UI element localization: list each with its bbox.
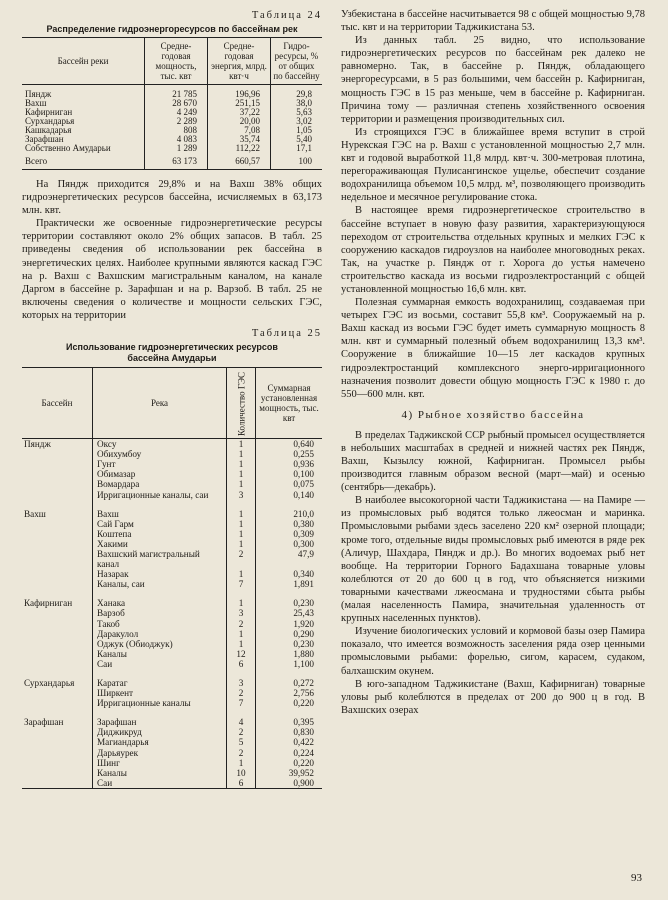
t25-river: Ханака xyxy=(93,589,227,608)
t24-energy: 7,08 xyxy=(208,126,271,135)
t25-capacity: 0,075 xyxy=(256,479,323,489)
table25-row xyxy=(22,748,322,758)
right-paragraph-4: В настоящее время гидроэнергетическое строительство в бассейне вступает в новую фазу развития, характеризующуюся переходом от строительства отдельных крупных и мелких ГЭС к сооружению каскадов гидроузлов на наиболее многоводных реках. Так, на участке р. Пяндж от г. Хорога до устья намечено строительство каскада из восьми гидроэлектростанций с общей установленной мощностью 16,6 млн. квт. xyxy=(341,205,645,295)
table25-row xyxy=(22,778,322,789)
t25-basin: Зарафшан xyxy=(24,717,64,728)
t25-capacity: 0,220 xyxy=(256,698,323,708)
t24-basin: Зарафшан xyxy=(25,134,64,144)
t25-capacity: 0,395 xyxy=(256,708,323,727)
t25-count: 1 xyxy=(227,459,256,469)
t24-percent: 17,1 xyxy=(271,144,323,153)
t24-energy: 37,22 xyxy=(208,108,271,117)
t25-count: 2 xyxy=(227,549,256,569)
right-paragraph-5: Полезная суммарная емкость водохранилищ, создаваемая при четырех ГЭС из восьми, составит 55,8 км³. Сооружаемый на р. Вахш каскад из восьми ГЭС будет иметь суммарную мощность 8 млн. квт и суммарный полезный объем водохранилищ 13,3 км³. Сооружение в ближайшие 10—15 лет каскадов крупных гидроэлектростанций комплексного энерго-ирригационного назначения позволит довести общую мощность ГЭС к 1980 г. до 550—600 млн. квт. xyxy=(341,297,645,400)
left-column xyxy=(22,8,322,789)
t24-total-percent: 100 xyxy=(271,153,323,170)
t25-river: Варзоб xyxy=(93,608,227,618)
t25-count: 3 xyxy=(227,669,256,688)
table24 xyxy=(22,37,322,170)
t24-total-power: 63 173 xyxy=(145,153,208,170)
t25-count: 2 xyxy=(227,619,256,629)
t25-count: 1 xyxy=(227,529,256,539)
table25-title-line1: Использование гидроэнергетических ресурсов xyxy=(66,342,278,353)
t25-count: 1 xyxy=(227,589,256,608)
t25-basin xyxy=(22,449,93,459)
t24-basin: Вахш xyxy=(25,98,47,108)
t24-power: 21 785 xyxy=(145,85,208,100)
table25-row xyxy=(22,669,322,688)
t25-river: Шинг xyxy=(93,758,227,768)
t25-count: 7 xyxy=(227,698,256,708)
t25-capacity: 0,230 xyxy=(256,589,323,608)
t25-basin xyxy=(22,459,93,469)
table24-total-row xyxy=(22,153,322,170)
t25-river: Хакими xyxy=(93,539,227,549)
t25-header-count: Количество ГЭС xyxy=(227,368,256,439)
table25-row xyxy=(22,569,322,579)
t25-basin xyxy=(22,608,93,618)
t24-header-power: Средне-годовая мощность, тыс. квт xyxy=(145,38,208,85)
t25-river: Саи xyxy=(93,778,227,789)
t25-count: 6 xyxy=(227,778,256,789)
t25-river: Дарьяурек xyxy=(93,748,227,758)
t25-count: 1 xyxy=(227,479,256,489)
t25-capacity: 0,220 xyxy=(256,758,323,768)
t25-basin xyxy=(22,639,93,649)
table25-row xyxy=(22,539,322,549)
t25-capacity: 0,936 xyxy=(256,459,323,469)
t24-energy: 35,74 xyxy=(208,135,271,144)
t24-header-percent: Гидро-ресурсы, % от общих по бассейну xyxy=(271,38,323,85)
section-heading-fishery: 4) Рыбное хозяйство бассейна xyxy=(401,408,585,421)
table25-row xyxy=(22,688,322,698)
right-paragraph-1: Узбекистана в бассейне насчитывается 98 с общей мощностью 9,78 тыс. квт и на территории Таджикистана 53. xyxy=(341,9,645,34)
t25-basin xyxy=(22,619,93,629)
t24-energy: 20,00 xyxy=(208,117,271,126)
t25-river: Каналы xyxy=(93,649,227,659)
t25-capacity: 0,830 xyxy=(256,727,323,737)
t25-basin xyxy=(22,688,93,698)
t24-basin: Кашкадарья xyxy=(25,125,72,135)
table25-row xyxy=(22,727,322,737)
table25-row xyxy=(22,500,322,519)
t25-basin xyxy=(22,778,93,789)
t25-count: 1 xyxy=(227,758,256,768)
t25-basin: Вахш xyxy=(24,508,46,519)
t25-capacity: 47,9 xyxy=(256,549,323,569)
right-paragraph-7: В наиболее высокогорной части Таджикистана — на Памире — из промысловых рыб водятся только лжеосман и маринка. Промысловыми рыбами здесь заселено 220 км² озерной площади; кроме того, отдельные виды промысловых рыб имеются в ряде рек (Аличур, Шахдара, Пяндж и др.). Во многих водоемах рыб нет вообще. На территории Горного Бадахшана товарные уловы колеблются от 20 до 600 ц в год, что объясняется низкими товарными качествами лжеосмана и трудностями сбыта рыбы (малая населенность Памира, значительная удаленность от крупных населенных пунктов). xyxy=(341,495,645,625)
t25-capacity: 210,0 xyxy=(256,500,323,519)
t25-river: Назарак xyxy=(93,569,227,579)
t25-capacity: 0,272 xyxy=(256,669,323,688)
t25-capacity: 2,756 xyxy=(256,688,323,698)
t25-river: Саи xyxy=(93,659,227,669)
t25-count: 1 xyxy=(227,519,256,529)
table25-row xyxy=(22,619,322,629)
t25-river: Каналы, саи xyxy=(93,579,227,589)
right-column xyxy=(341,8,645,717)
right-paragraph-8: Изучение биологических условий и кормовой базы озер Памира показало, что имеется возможность заселения ряда озер ценными промысловыми рыбами: форелью, сигом, карасем, судаком, балхашским окунем. xyxy=(341,626,645,677)
t25-capacity: 0,255 xyxy=(256,449,323,459)
t25-count: 10 xyxy=(227,768,256,778)
table25-row xyxy=(22,708,322,727)
t25-river: Магиандарья xyxy=(93,737,227,747)
t25-count: 2 xyxy=(227,688,256,698)
t25-count: 4 xyxy=(227,708,256,727)
t25-river: Обихумбоу xyxy=(93,449,227,459)
t25-basin xyxy=(22,469,93,479)
t25-basin xyxy=(22,727,93,737)
t25-river: Даракулол xyxy=(93,629,227,639)
t25-capacity: 0,640 xyxy=(256,439,323,450)
table25-caption: Таблица 25 xyxy=(251,328,322,340)
t25-header-basin: Бассейн xyxy=(22,368,93,439)
t25-basin: Сурхандарья xyxy=(24,678,75,688)
table25-title xyxy=(22,342,322,364)
t24-power: 4 083 xyxy=(145,135,208,144)
table24-row xyxy=(22,85,322,100)
t25-capacity: 0,140 xyxy=(256,490,323,500)
t25-river: Такоб xyxy=(93,619,227,629)
t25-capacity: 0,100 xyxy=(256,469,323,479)
table25-row xyxy=(22,529,322,539)
t25-count: 12 xyxy=(227,649,256,659)
left-paragraph-2: Практически же освоенные гидроэнергетические ресурсы территории составляют около 2% общих запасов. В табл. 25 приведены сведения об использовании рек бассейна в энергетических целях. Наиболее крупными являются каскад ГЭС на р. Вахш с Вахшским магистральным каналом, на канале Даргом в бассейне р. Зарафшан и на р. Варзоб. В табл. 25 не включены сведения о количестве и мощности сельских ГЭС, которых на территории xyxy=(22,218,322,321)
right-paragraph-9: В юго-западном Таджикистане (Вахш, Кафирниган) товарные уловы рыб колеблются в пределах от 200 до 900 ц в год. В Вахшских озерах xyxy=(341,678,645,716)
t25-basin xyxy=(22,479,93,489)
t25-capacity: 0,422 xyxy=(256,737,323,747)
t25-capacity: 25,43 xyxy=(256,608,323,618)
t24-header-energy: Средне-годовая энергия, млрд. квт·ч xyxy=(208,38,271,85)
t25-capacity: 0,309 xyxy=(256,529,323,539)
t25-river: Каналы xyxy=(93,768,227,778)
table25-row xyxy=(22,519,322,529)
t25-basin xyxy=(22,748,93,758)
t25-river: Оксу xyxy=(93,439,227,450)
t25-capacity: 1,100 xyxy=(256,659,323,669)
t25-capacity: 39,952 xyxy=(256,768,323,778)
table25-row xyxy=(22,608,322,618)
t24-percent: 1,05 xyxy=(271,126,323,135)
table25-row xyxy=(22,758,322,768)
t25-basin xyxy=(22,539,93,549)
t25-capacity: 0,290 xyxy=(256,629,323,639)
t25-capacity: 1,920 xyxy=(256,619,323,629)
table25-row xyxy=(22,449,322,459)
table24-row xyxy=(22,144,322,153)
t25-count: 1 xyxy=(227,569,256,579)
t25-basin xyxy=(22,768,93,778)
table25-row xyxy=(22,549,322,569)
table25-row xyxy=(22,768,322,778)
t25-river: Вомардара xyxy=(93,479,227,489)
t25-header-capacity: Суммарная установленная мощность, тыс. квт xyxy=(256,368,323,439)
t24-power: 4 249 xyxy=(145,108,208,117)
t25-river: Сай Гарм xyxy=(93,519,227,529)
t25-capacity: 0,380 xyxy=(256,519,323,529)
t25-count: 1 xyxy=(227,639,256,649)
t25-capacity: 1,891 xyxy=(256,579,323,589)
t25-basin xyxy=(22,549,93,569)
t24-power: 2 289 xyxy=(145,117,208,126)
table24-row xyxy=(22,126,322,135)
t24-total-label: Всего xyxy=(25,156,48,166)
t25-basin xyxy=(22,519,93,529)
t25-river: Обимазар xyxy=(93,469,227,479)
t25-basin xyxy=(22,579,93,589)
table25-row xyxy=(22,698,322,708)
t25-basin xyxy=(22,569,93,579)
t24-total-energy: 660,57 xyxy=(208,153,271,170)
right-paragraph-6: В пределах Таджикской ССР рыбный промысел осуществляется в небольших масштабах в средней и нижней частях рек Пяндж, Вахш, Кызылсу южной, Кафирниган. Промысел рыбы производится главным образом весной (март—май) и осенью (сентябрь—декабрь). xyxy=(341,429,645,494)
table24-title: Распределение гидроэнергоресурсов по бассейнам рек xyxy=(46,24,298,34)
t25-count: 1 xyxy=(227,439,256,450)
t25-capacity: 0,230 xyxy=(256,639,323,649)
t25-count: 2 xyxy=(227,748,256,758)
t25-river: Ирригационные каналы, саи xyxy=(93,490,227,500)
t25-capacity: 0,300 xyxy=(256,539,323,549)
t24-basin: Пяндж xyxy=(25,89,52,99)
table25-row xyxy=(22,439,322,450)
table24-caption: Таблица 24 xyxy=(251,10,322,21)
table25-row xyxy=(22,649,322,659)
t24-power: 28 670 xyxy=(145,99,208,108)
t24-percent: 3,02 xyxy=(271,117,323,126)
table25-row xyxy=(22,469,322,479)
t25-capacity: 1,880 xyxy=(256,649,323,659)
t25-river: Диджикруд xyxy=(93,727,227,737)
table25-row xyxy=(22,479,322,489)
t24-basin: Кафирниган xyxy=(25,107,73,117)
t25-basin xyxy=(22,629,93,639)
table25 xyxy=(22,367,322,789)
t25-count: 3 xyxy=(227,608,256,618)
page-number: 93 xyxy=(631,872,642,884)
t25-basin xyxy=(22,649,93,659)
t25-river: Вахш xyxy=(93,500,227,519)
t25-river: Оджук (Обиоджук) xyxy=(93,639,227,649)
table25-row xyxy=(22,579,322,589)
t25-river: Вахшский магистральный канал xyxy=(93,549,227,569)
t25-river: Зарафшан xyxy=(93,708,227,727)
t25-basin xyxy=(22,490,93,500)
t25-capacity: 0,224 xyxy=(256,748,323,758)
t24-percent: 29,8 xyxy=(271,85,323,100)
t25-count: 1 xyxy=(227,629,256,639)
table25-row xyxy=(22,629,322,639)
t25-river: Каратаг xyxy=(93,669,227,688)
t25-count: 1 xyxy=(227,500,256,519)
table25-row xyxy=(22,737,322,747)
t25-count: 1 xyxy=(227,449,256,459)
table25-title-line2: бассейна Амударьи xyxy=(127,353,217,364)
right-paragraph-3: Из строящихся ГЭС в ближайшее время вступит в строй Нурекская ГЭС на р. Вахш с установленной мощностью 2,7 млн. квт и годовой выработкой 11,8 млрд. квт·ч. 300-метровая плотина, перегораживающая Пулисангинское ущелье, обеспечит создание водохранилища объемом 10,5 млрд. м³, позволяющего производить недельное и месячное регулирование стока. xyxy=(341,126,645,204)
table25-row xyxy=(22,659,322,669)
t25-basin xyxy=(22,737,93,747)
t25-river: Гунт xyxy=(93,459,227,469)
t25-capacity: 0,340 xyxy=(256,569,323,579)
t24-basin: Собственно Амударьи xyxy=(25,143,111,153)
t24-header-basin: Бассейн реки xyxy=(22,38,145,85)
t25-count: 3 xyxy=(227,490,256,500)
t25-count: 1 xyxy=(227,539,256,549)
t24-energy: 251,15 xyxy=(208,99,271,108)
t25-count: 7 xyxy=(227,579,256,589)
left-paragraph-1: На Пяндж приходится 29,8% и на Вахш 38% общих гидроэнергетических ресурсов бассейна, исчисляемых в 63,173 млн. квт. xyxy=(22,179,322,217)
t25-basin xyxy=(22,659,93,669)
t25-count: 6 xyxy=(227,659,256,669)
t24-percent: 5,40 xyxy=(271,135,323,144)
t24-energy: 196,96 xyxy=(208,85,271,100)
right-paragraph-2: Из данных табл. 25 видно, что использование гидроэнергетических ресурсов по бассейнам рек далеко не равномерно. Так, в бассейне р. Пяндж, обладающего энергоресурсами, в 5 раз большими, чем бассейн р. Кафирниган, мощность ГЭС в 15 раз меньше, чем в бассейне р. Кафирниган. Причина тому — различная степень хозяйственного освоения территории и размещения производительных сил. xyxy=(341,35,645,125)
t25-river: Коштепа xyxy=(93,529,227,539)
t25-river: Ирригационные каналы xyxy=(93,698,227,708)
t25-river: Ширкент xyxy=(93,688,227,698)
t25-count: 5 xyxy=(227,737,256,747)
t25-basin xyxy=(22,758,93,768)
t24-power: 1 289 xyxy=(145,144,208,153)
t25-basin xyxy=(22,529,93,539)
t24-percent: 38,0 xyxy=(271,99,323,108)
table25-row xyxy=(22,589,322,608)
t24-power: 808 xyxy=(145,126,208,135)
t25-header-river: Река xyxy=(93,368,227,439)
t24-percent: 5,63 xyxy=(271,108,323,117)
t25-basin: Пяндж xyxy=(24,439,51,450)
t25-count: 1 xyxy=(227,469,256,479)
table25-row xyxy=(22,459,322,469)
t24-basin: Сурхандарья xyxy=(25,116,75,126)
t25-capacity: 0,900 xyxy=(256,778,323,789)
t25-basin: Кафирниган xyxy=(24,598,73,609)
table25-row xyxy=(22,490,322,500)
t24-energy: 112,22 xyxy=(208,144,271,153)
table25-row xyxy=(22,639,322,649)
t25-count: 2 xyxy=(227,727,256,737)
t25-basin xyxy=(22,698,93,708)
